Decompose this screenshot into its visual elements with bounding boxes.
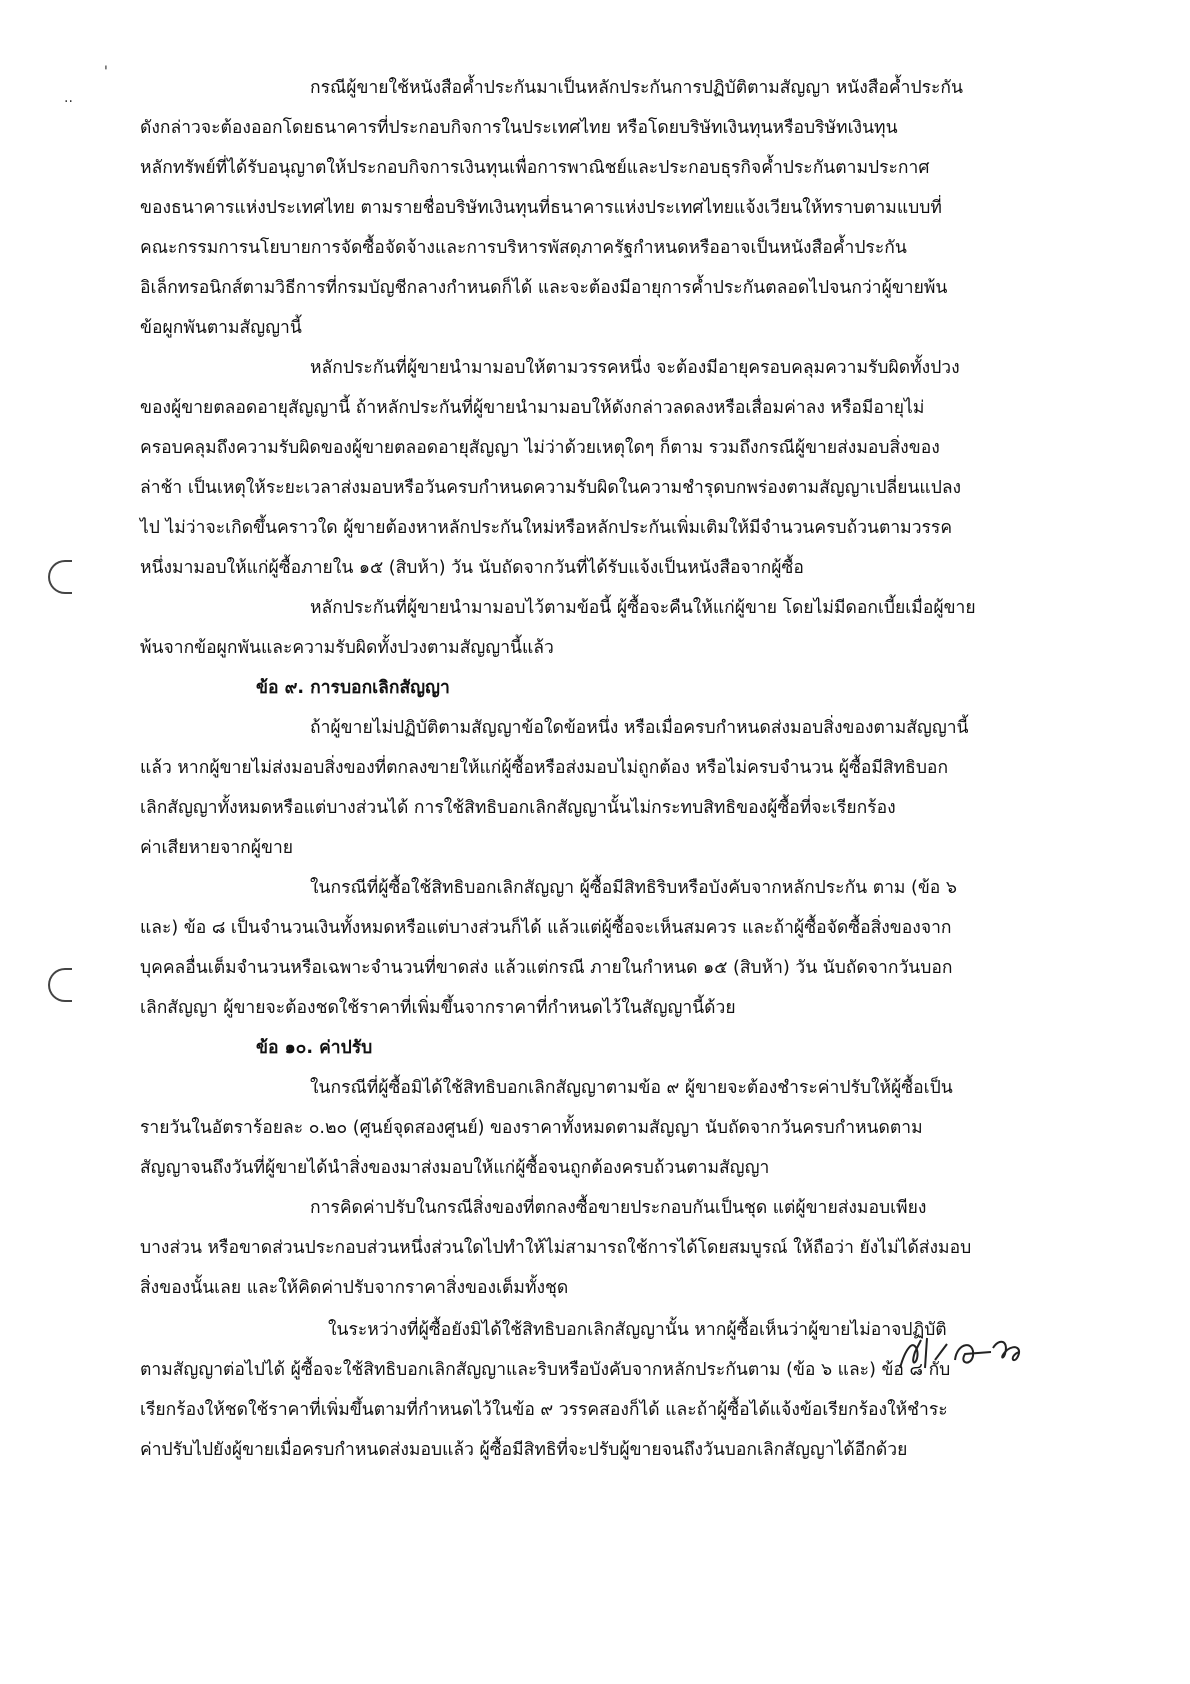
text-line: ล่าช้า เป็นเหตุให้ระยะเวลาส่งมอบหรือวันครบกำหนดความรับผิดในความชำรุดบกพร่องตามสัญญาเปลี่ยนแปลง: [140, 478, 962, 498]
text-line: ดังกล่าวจะต้องออกโดยธนาคารที่ประกอบกิจการในประเทศไทย หรือโดยบริษัทเงินทุนหรือบริษัทเงินทุน: [140, 118, 898, 138]
text-line: ในกรณีที่ผู้ซื้อใช้สิทธิบอกเลิกสัญญา ผู้ซื้อมีสิทธิริบหรือบังคับจากหลักประกัน ตาม (ข้อ ๖: [310, 878, 957, 898]
text-line: ตามสัญญาต่อไปได้ ผู้ซื้อจะใช้สิทธิบอกเลิกสัญญาและริบหรือบังคับจากหลักประกันตาม (ข้อ ๖ และ) ข้อ ๘ กับ: [140, 1360, 951, 1380]
text-line: เลิกสัญญาทั้งหมดหรือแต่บางส่วนได้ การใช้สิทธิบอกเลิกสัญญานั้นไม่กระทบสิทธิของผู้ซื้อที่จะเรียกร้อง: [140, 798, 896, 818]
text-line: บางส่วน หรือขาดส่วนประกอบส่วนหนึ่งส่วนใดไปทำให้ไม่สามารถใช้การได้โดยสมบูรณ์ ให้ถือว่า ยังไม่ได้ส่งมอบ: [140, 1238, 972, 1258]
text-line: หลักทรัพย์ที่ได้รับอนุญาตให้ประกอบกิจการเงินทุนเพื่อการพาณิชย์และประกอบธุรกิจค้ำประกันตามประกาศ: [140, 158, 930, 178]
section-heading: ข้อ ๑๐. ค่าปรับ: [256, 1038, 373, 1058]
text-line: ของธนาคารแห่งประเทศไทย ตามรายชื่อบริษัทเงินทุนที่ธนาคารแห่งประเทศไทยแจ้งเวียนให้ทราบตามแบบที่: [140, 198, 942, 218]
text-line: หลักประกันที่ผู้ขายนำมามอบไว้ตามข้อนี้ ผู้ซื้อจะคืนให้แก่ผู้ขาย โดยไม่มีดอกเบี้ยเมื่อผู้ขาย: [310, 598, 976, 618]
text-line: ถ้าผู้ขายไม่ปฏิบัติตามสัญญาข้อใดข้อหนึ่ง หรือเมื่อครบกำหนดส่งมอบสิ่งของตามสัญญานี้: [310, 718, 969, 738]
text-line: ครอบคลุมถึงความรับผิดของผู้ขายตลอดอายุสัญญา ไม่ว่าด้วยเหตุใดๆ ก็ตาม รวมถึงกรณีผู้ขายส่งมอบสิ่งของ: [140, 438, 940, 458]
text-line: หนึ่งมามอบให้แก่ผู้ซื้อภายใน ๑๕ (สิบห้า) วัน นับถัดจากวันที่ได้รับแจ้งเป็นหนังสือจากผู้ซื้อ: [140, 558, 804, 578]
text-line: อิเล็กทรอนิกส์ตามวิธีการที่กรมบัญชีกลางกำหนดก็ได้ และจะต้องมีอายุการค้ำประกันตลอดไปจนกว่าผู้ขายพ้น: [140, 278, 948, 298]
punch-hole-top: [48, 560, 72, 594]
text-line: เลิกสัญญา ผู้ขายจะต้องชดใช้ราคาที่เพิ่มขึ้นจากราคาที่กำหนดไว้ในสัญญานี้ด้วย: [140, 998, 736, 1018]
text-line: สัญญาจนถึงวันที่ผู้ขายได้นำสิ่งของมาส่งมอบให้แก่ผู้ซื้อจนถูกต้องครบถ้วนตามสัญญา: [140, 1158, 770, 1178]
punch-hole-bottom: [48, 968, 72, 1002]
text-line: ของผู้ขายตลอดอายุสัญญานี้ ถ้าหลักประกันที่ผู้ขายนำมามอบให้ดังกล่าวลดลงหรือเสื่อมค่าลง หรือมีอายุไม่: [140, 398, 925, 418]
text-line: ค่าเสียหายจากผู้ขาย: [140, 838, 294, 858]
text-line: ข้อผูกพันตามสัญญานี้: [140, 318, 302, 338]
text-line: คณะกรรมการนโยบายการจัดซื้อจัดจ้างและการบริหารพัสดุภาครัฐกำหนดหรืออาจเป็นหนังสือค้ำประกัน: [140, 238, 907, 258]
text-line: หลักประกันที่ผู้ขายนำมามอบให้ตามวรรคหนึ่ง จะต้องมีอายุครอบคลุมความรับผิดทั้งปวง: [310, 358, 960, 378]
section-heading: ข้อ ๙. การบอกเลิกสัญญา: [256, 678, 450, 698]
text-line: บุคคลอื่นเต็มจำนวนหรือเฉพาะจำนวนที่ขาดส่ง แล้วแต่กรณี ภายในกำหนด ๑๕ (สิบห้า) วัน นับถัดจากวันบอก: [140, 958, 953, 978]
handwritten-signature: [895, 1330, 1045, 1380]
scan-mark: ': [104, 64, 108, 80]
scan-mark: ..: [64, 90, 73, 106]
text-line: กรณีผู้ขายใช้หนังสือค้ำประกันมาเป็นหลักประกันการปฏิบัติตามสัญญา หนังสือค้ำประกัน: [310, 78, 963, 98]
text-line: สิ่งของนั้นเลย และให้คิดค่าปรับจากราคาสิ่งของเต็มทั้งชุด: [140, 1278, 569, 1298]
text-line: และ) ข้อ ๘ เป็นจำนวนเงินทั้งหมดหรือแต่บางส่วนก็ได้ แล้วแต่ผู้ซื้อจะเห็นสมควร และถ้าผู้ซื้อจัดซื้อสิ่งของจาก: [140, 918, 952, 938]
text-line: ไป ไม่ว่าจะเกิดขึ้นคราวใด ผู้ขายต้องหาหลักประกันใหม่หรือหลักประกันเพิ่มเติมให้มีจำนวนครบถ้วนตามวรรค: [140, 518, 953, 538]
text-line: พ้นจากข้อผูกพันและความรับผิดทั้งปวงตามสัญญานี้แล้ว: [140, 638, 554, 658]
text-line: ในกรณีที่ผู้ซื้อมิได้ใช้สิทธิบอกเลิกสัญญาตามข้อ ๙ ผู้ขายจะต้องชำระค่าปรับให้ผู้ซื้อเป็น: [310, 1078, 953, 1098]
text-line: ในระหว่างที่ผู้ซื้อยังมิได้ใช้สิทธิบอกเลิกสัญญานั้น หากผู้ซื้อเห็นว่าผู้ขายไม่อาจปฏิบัติ: [328, 1320, 947, 1340]
text-line: เรียกร้องให้ชดใช้ราคาที่เพิ่มขึ้นตามที่กำหนดไว้ในข้อ ๙ วรรคสองก็ได้ และถ้าผู้ซื้อได้แจ้งข้อเรียกร้องให้ชำระ: [140, 1400, 948, 1420]
text-line: แล้ว หากผู้ขายไม่ส่งมอบสิ่งของที่ตกลงขายให้แก่ผู้ซื้อหรือส่งมอบไม่ถูกต้อง หรือไม่ครบจำนวน ผู้ซื้อมีสิทธิบอก: [140, 758, 949, 778]
text-line: ค่าปรับไปยังผู้ขายเมื่อครบกำหนดส่งมอบแล้ว ผู้ซื้อมีสิทธิที่จะปรับผู้ขายจนถึงวันบอกเลิกสัญญาได้อีกด้วย: [140, 1440, 908, 1460]
text-line: การคิดค่าปรับในกรณีสิ่งของที่ตกลงซื้อขายประกอบกันเป็นชุด แต่ผู้ขายส่งมอบเพียง: [310, 1198, 927, 1218]
text-line: รายวันในอัตราร้อยละ ๐.๒๐ (ศูนย์จุดสองศูนย์) ของราคาทั้งหมดตามสัญญา นับถัดจากวันครบกำหนดตาม: [140, 1118, 923, 1138]
